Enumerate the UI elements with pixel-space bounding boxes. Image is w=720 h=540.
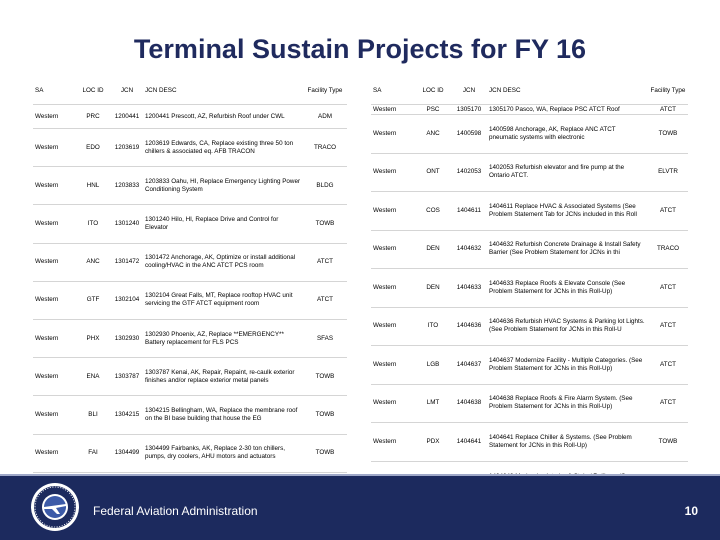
- cell-facility-type: ATCT: [660, 283, 676, 291]
- cell-loc-id: BLI: [88, 410, 98, 418]
- cell-jcn: 1402053: [456, 168, 482, 176]
- cell-jcn: 1303787: [114, 372, 140, 380]
- cell-loc-id: DEN: [426, 283, 440, 291]
- cell-facility-type: ATCT: [317, 296, 333, 304]
- footer-bar: [0, 474, 720, 540]
- cell-loc-id: LGB: [426, 360, 440, 368]
- cell-loc-id: DEN: [426, 245, 440, 253]
- cell-sa: Western: [35, 220, 59, 228]
- table-row: [371, 307, 688, 346]
- faa-seal-icon: [30, 482, 80, 532]
- cell-jcn: 1404633: [456, 283, 482, 291]
- cell-jcn-desc: 1400598 Anchorage, AK, Replace ANC ATCT pneumatic systems with electronic: [489, 125, 616, 141]
- cell-jcn-desc: 1203833 Oahu, HI, Replace Emergency Lighting Power Conditioning System: [145, 177, 301, 193]
- cell-sa: Western: [373, 206, 397, 214]
- cell-jcn: 1302104: [114, 296, 140, 304]
- table-row: [33, 243, 347, 281]
- cell-sa: Western: [35, 258, 59, 266]
- cell-sa: Western: [35, 334, 59, 342]
- table-row: [371, 384, 688, 423]
- cell-facility-type: TOWB: [658, 129, 678, 137]
- table-row: [371, 115, 688, 154]
- cell-facility-type: ATCT: [317, 258, 333, 266]
- cell-facility-type: TOWB: [315, 410, 335, 418]
- cell-facility-type: TOWB: [315, 372, 335, 380]
- cell-facility-type: ATCT: [660, 399, 676, 407]
- table-row: [33, 396, 347, 434]
- cell-facility-type: ELVTR: [658, 168, 678, 176]
- cell-jcn: 1203833: [114, 181, 140, 189]
- table-row: [33, 105, 347, 129]
- cell-jcn: 1404611: [456, 206, 482, 214]
- table-row: [371, 230, 688, 269]
- page-number: 10: [684, 504, 698, 518]
- footer-stripe: [0, 474, 720, 476]
- table-row: [371, 153, 688, 192]
- cell-loc-id: PDX: [426, 437, 440, 445]
- cell-facility-type: TOWB: [315, 220, 335, 228]
- cell-jcn-desc: 1404633 Replace Roofs & Elevate Console (See Problem Statement for JCNs in this Roll-Up): [489, 279, 626, 295]
- table-row: [371, 192, 688, 231]
- cell-facility-type: ATCT: [660, 206, 676, 214]
- table-row: [33, 319, 347, 357]
- table-row: [371, 346, 688, 385]
- table-row: [33, 434, 347, 472]
- cell-jcn: 1301472: [114, 258, 140, 266]
- table-row: [371, 269, 688, 308]
- cell-facility-type: ATCT: [660, 105, 676, 113]
- cell-sa: Western: [35, 410, 59, 418]
- cell-loc-id: HNL: [86, 181, 100, 189]
- cell-sa: Western: [373, 399, 397, 407]
- cell-jcn-desc: 1404611 Replace HVAC & Associated Systems (See Problem Statement Tab for JCNs included in this Roll: [489, 202, 637, 218]
- header-loc-id: LOC ID: [82, 87, 104, 95]
- cell-facility-type: ATCT: [660, 322, 676, 330]
- cell-sa: Western: [373, 322, 397, 330]
- cell-loc-id: GTF: [86, 296, 100, 304]
- cell-jcn-desc: 1305170 Pasco, WA, Replace PSC ATCT Roof: [489, 105, 620, 113]
- cell-loc-id: ONT: [426, 168, 440, 176]
- cell-jcn: 1400598: [456, 129, 482, 137]
- right-projects-table: [371, 78, 688, 500]
- cell-jcn-desc: 1404636 Refurbish HVAC Systems & Parking lot Lights. (See Problem Statement for JCNs in this Roll-U: [489, 318, 645, 334]
- cell-sa: Western: [35, 181, 59, 189]
- cell-jcn-desc: 1404637 Modernize Facility - Multiple Categories. (See Problem Statement for JCNs in this Roll-Up): [489, 356, 643, 372]
- cell-jcn-desc: 1302930 Phoenix, AZ, Replace **EMERGENCY** Battery replacement for FLS PCS: [145, 330, 284, 346]
- cell-facility-type: TRACO: [313, 143, 337, 151]
- table-row: [33, 281, 347, 319]
- cell-sa: Western: [373, 245, 397, 253]
- cell-sa: Western: [35, 112, 59, 120]
- cell-jcn-desc: 1301472 Anchorage, AK, Optimize or install additional cooling/HVAC in the ANC ATCT PCS room: [145, 254, 296, 270]
- cell-facility-type: SFAS: [316, 334, 334, 342]
- header-jcn: JCN: [120, 87, 134, 95]
- header-loc-id: LOC ID: [422, 87, 444, 95]
- cell-loc-id: FAI: [88, 449, 98, 457]
- cell-facility-type: TRACO: [656, 245, 680, 253]
- cell-jcn: 1304499: [114, 449, 140, 457]
- cell-jcn-desc: 1304499 Fairbanks, AK, Replace 2-30 ton chillers, pumps, dry coolers, AHU motors and actuators: [145, 445, 286, 461]
- cell-sa: Western: [373, 437, 397, 445]
- cell-loc-id: EDO: [86, 143, 100, 151]
- cell-jcn-desc: 1402053 Refurbish elevator and fire pump at the Ontario ATCT.: [489, 164, 625, 180]
- cell-loc-id: COS: [426, 206, 440, 214]
- cell-jcn-desc: 1200441 Prescott, AZ, Refurbish Roof under CWL: [145, 112, 285, 120]
- table-row: [33, 167, 347, 205]
- cell-jcn: 1203619: [114, 143, 140, 151]
- cell-sa: Western: [35, 372, 59, 380]
- cell-jcn: 1301240: [114, 220, 140, 228]
- cell-jcn: 1404637: [456, 360, 482, 368]
- left-projects-table: [33, 78, 347, 510]
- header-jcn-desc: JCN DESC: [145, 87, 177, 95]
- cell-facility-type: ATCT: [660, 360, 676, 368]
- header-jcn: JCN: [462, 87, 476, 95]
- footer-agency-name: Federal Aviation Administration: [93, 504, 258, 518]
- table-header-row: [33, 78, 347, 105]
- cell-facility-type: TOWB: [315, 449, 335, 457]
- cell-jcn: 1200441: [114, 112, 140, 120]
- cell-sa: Western: [373, 129, 397, 137]
- header-sa: SA: [35, 87, 44, 95]
- cell-facility-type: TOWB: [658, 437, 678, 445]
- cell-jcn-desc: 1203619 Edwards, CA, Replace existing three 50 ton chillers & associated eq. AFB TRACON: [145, 139, 294, 155]
- cell-jcn-desc: 1304215 Bellingham, WA, Replace the membrane roof on the BI base building that house the EG: [145, 407, 298, 422]
- cell-jcn: 1304215: [114, 410, 140, 418]
- cell-jcn-desc: 1301240 Hilo, HI, Replace Drive and Control for Elevator: [145, 216, 279, 231]
- cell-sa: Western: [35, 143, 59, 151]
- page-title: Terminal Sustain Projects for FY 16: [133, 34, 587, 64]
- cell-sa: Western: [373, 360, 397, 368]
- cell-loc-id: PSC: [426, 105, 440, 113]
- cell-jcn-desc: 1302104 Great Falls, MT, Replace rooftop HVAC unit servicing the GTF ATCT equipment room: [145, 292, 293, 308]
- header-sa: SA: [373, 87, 382, 95]
- table-row: [371, 105, 688, 115]
- cell-jcn-desc: 1404638 Replace Roofs & Fire Alarm System. (See Problem Statement for JCNs in this Roll-Up): [489, 395, 633, 411]
- cell-jcn: 1404632: [456, 245, 482, 253]
- cell-loc-id: PHX: [86, 334, 100, 342]
- left-table-body: [33, 105, 347, 511]
- cell-facility-type: ADM: [318, 112, 332, 120]
- cell-jcn: 1404638: [456, 399, 482, 407]
- table-row: [33, 358, 347, 396]
- cell-loc-id: ENA: [86, 372, 100, 380]
- cell-sa: Western: [35, 449, 59, 457]
- right-table-body: [371, 105, 688, 500]
- table-row: [33, 129, 347, 167]
- cell-jcn: 1404641: [456, 437, 482, 445]
- table-header-row: [371, 78, 688, 105]
- cell-jcn-desc: 1404632 Refurbish Concrete Drainage & Install Safety Barrier (See Problem Statement for JCNs in thi: [489, 241, 641, 257]
- cell-sa: Western: [373, 168, 397, 176]
- cell-jcn: 1302930: [114, 334, 140, 342]
- cell-sa: Western: [373, 283, 397, 291]
- header-facility-type: Facility Type: [650, 87, 686, 95]
- cell-loc-id: ITO: [87, 220, 99, 228]
- cell-loc-id: LMT: [426, 399, 440, 407]
- header-facility-type: Facility Type: [307, 87, 343, 95]
- cell-jcn: 1404636: [456, 322, 482, 330]
- cell-jcn: 1305170: [456, 105, 482, 113]
- cell-jcn-desc: 1404641 Replace Chiller & Systems. (See Problem Statement for JCNs in this Roll-Up): [489, 433, 632, 449]
- cell-loc-id: PRC: [86, 112, 100, 120]
- table-row: [33, 205, 347, 243]
- cell-sa: Western: [373, 105, 397, 113]
- cell-sa: Western: [35, 296, 59, 304]
- cell-loc-id: ITO: [427, 322, 439, 330]
- table-row: [371, 423, 688, 462]
- cell-loc-id: ANC: [426, 129, 440, 137]
- header-jcn-desc: JCN DESC: [489, 87, 521, 95]
- cell-jcn-desc: 1303787 Kenai, AK, Repair, Repaint, re-caulk exterior finishes and/or replace exterior metal panels: [145, 368, 295, 384]
- cell-facility-type: BLDG: [316, 181, 334, 189]
- cell-loc-id: ANC: [86, 258, 100, 266]
